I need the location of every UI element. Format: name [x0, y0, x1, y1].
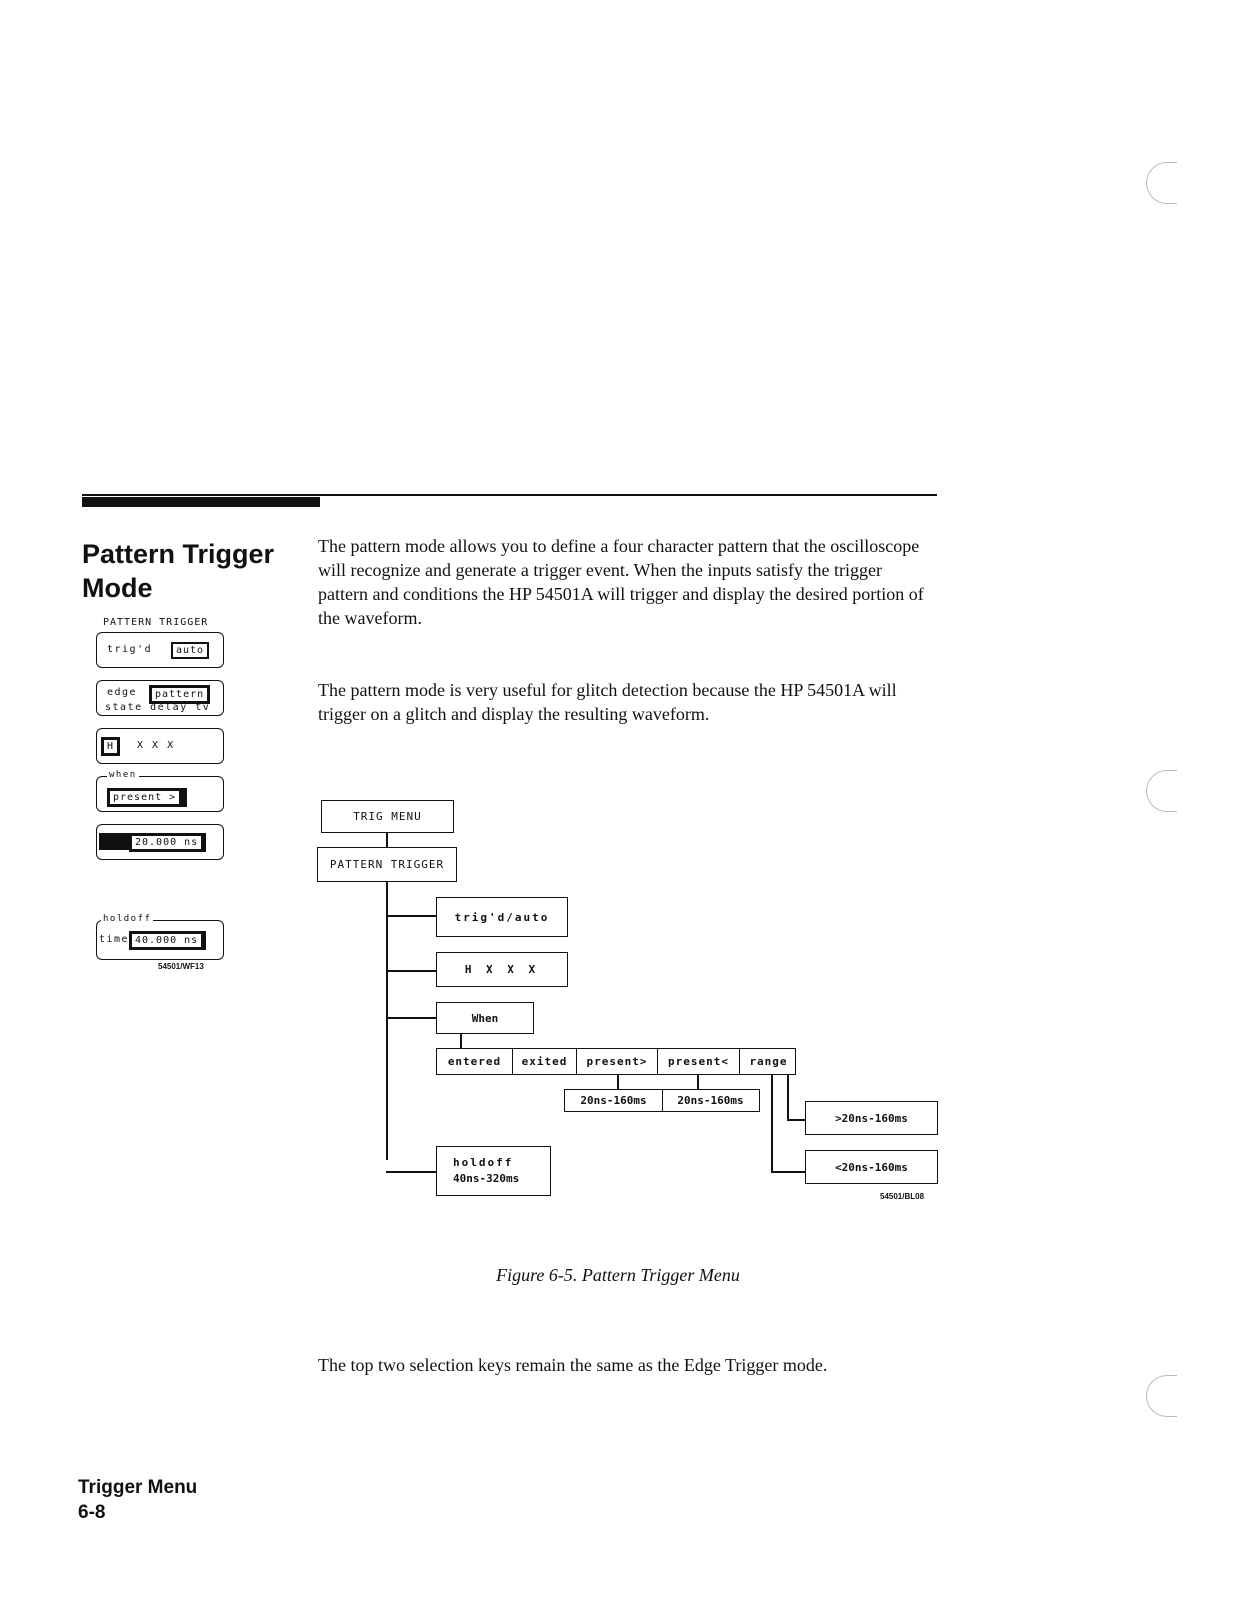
range-line-outer: [771, 1075, 773, 1172]
option-entered: entered: [447, 1055, 502, 1068]
branch-line: [386, 915, 436, 917]
node-pattern-trigger: PATTERN TRIGGER: [317, 847, 457, 882]
softkey-holdoff[interactable]: [96, 914, 224, 960]
range-line-inner: [787, 1075, 789, 1120]
node-trig-menu: TRIG MENU: [321, 800, 454, 833]
section-title-line2: Mode: [82, 573, 153, 603]
holdoff-range: 40ns-320ms: [453, 1172, 520, 1185]
softkey-holdoff-value: 40.000 ns: [129, 931, 206, 950]
section-rule: [82, 494, 937, 496]
figure-caption: Figure 6-5. Pattern Trigger Menu: [496, 1265, 740, 1285]
node-holdoff: [436, 1146, 551, 1196]
softkey-trigd-value: auto: [171, 642, 209, 659]
node-when: When: [436, 1002, 534, 1034]
binder-hole-bottom: [1146, 1375, 1177, 1417]
softkey-time-bar: [99, 833, 129, 850]
holdoff-label: holdoff: [453, 1156, 514, 1169]
connector-line: [617, 1075, 619, 1089]
footer-page-number: 6-8: [78, 1502, 106, 1523]
paragraph-intro: The pattern mode allows you to define a four character pattern that the oscilloscope will recognize and generate a trigger event. When the inputs satisfy the trigger pattern and conditions the HP 54501A will trigger and display the desired portion of the waveform.: [318, 536, 924, 628]
softkey-pattern-first: H: [101, 737, 120, 756]
binder-hole-middle: [1146, 770, 1177, 812]
softkey-trigd-label: trig'd: [107, 644, 153, 655]
softkey-mode-sub: state delay tv: [105, 702, 211, 713]
range-present-lt: 20ns-160ms: [662, 1090, 758, 1111]
softkey-trigd[interactable]: [96, 632, 224, 668]
softkey-holdoff-legend: holdoff: [103, 914, 152, 924]
softkey-mode-pattern: pattern: [149, 685, 210, 704]
trunk-line: [386, 882, 388, 1160]
section-title: [82, 537, 297, 605]
node-pattern: H X X X: [436, 952, 568, 987]
section-rule-tab: [82, 497, 320, 507]
range-branch-lt: [771, 1171, 805, 1173]
branch-line: [386, 970, 436, 972]
connector-line: [460, 1034, 462, 1048]
softkey-panel-header: PATTERN TRIGGER: [103, 617, 209, 628]
node-trigd-auto: trig'd/auto: [436, 897, 568, 937]
when-options-row: [436, 1048, 796, 1075]
range-present-gt: 20ns-160ms: [580, 1094, 647, 1107]
softkey-holdoff-label: time: [99, 934, 130, 945]
softkey-trigger-mode[interactable]: [96, 680, 224, 716]
range-branch-gt: [787, 1119, 805, 1121]
softkey-mode-edge: edge: [107, 687, 138, 698]
branch-line: [386, 1171, 436, 1173]
option-exited: exited: [512, 1049, 576, 1074]
softkey-pattern-rest: X X X: [137, 740, 175, 751]
connector-line: [697, 1075, 699, 1089]
option-present-gt: present>: [576, 1049, 657, 1074]
softkey-when-legend: when: [109, 770, 137, 780]
softkey-time-value[interactable]: [96, 824, 224, 860]
option-range: range: [739, 1049, 797, 1074]
softkey-pattern[interactable]: [96, 728, 224, 764]
present-ranges-row: [564, 1089, 760, 1112]
softkey-when-value: present >: [107, 788, 187, 807]
branch-line: [386, 1017, 436, 1019]
node-lt-range: <20ns-160ms: [805, 1150, 938, 1184]
softkey-figure-id: 54501/WF13: [158, 962, 204, 971]
option-present-lt: present<: [657, 1049, 739, 1074]
node-gt-range: >20ns-160ms: [805, 1101, 938, 1135]
binder-hole-top: [1146, 162, 1177, 204]
softkey-time-readout: 20.000 ns: [129, 833, 206, 852]
paragraph-closing: The top two selection keys remain the same as the Edge Trigger mode.: [318, 1355, 828, 1375]
footer-chapter: Trigger Menu: [78, 1477, 198, 1498]
section-title-line1: Pattern Trigger: [82, 539, 275, 569]
connector-line: [386, 833, 388, 847]
diagram-figure-id: 54501/BL08: [880, 1192, 925, 1201]
softkey-when[interactable]: [96, 770, 224, 812]
paragraph-glitch: The pattern mode is very useful for glitch detection because the HP 54501A will trigger on a glitch and display the resulting waveform.: [318, 680, 897, 724]
